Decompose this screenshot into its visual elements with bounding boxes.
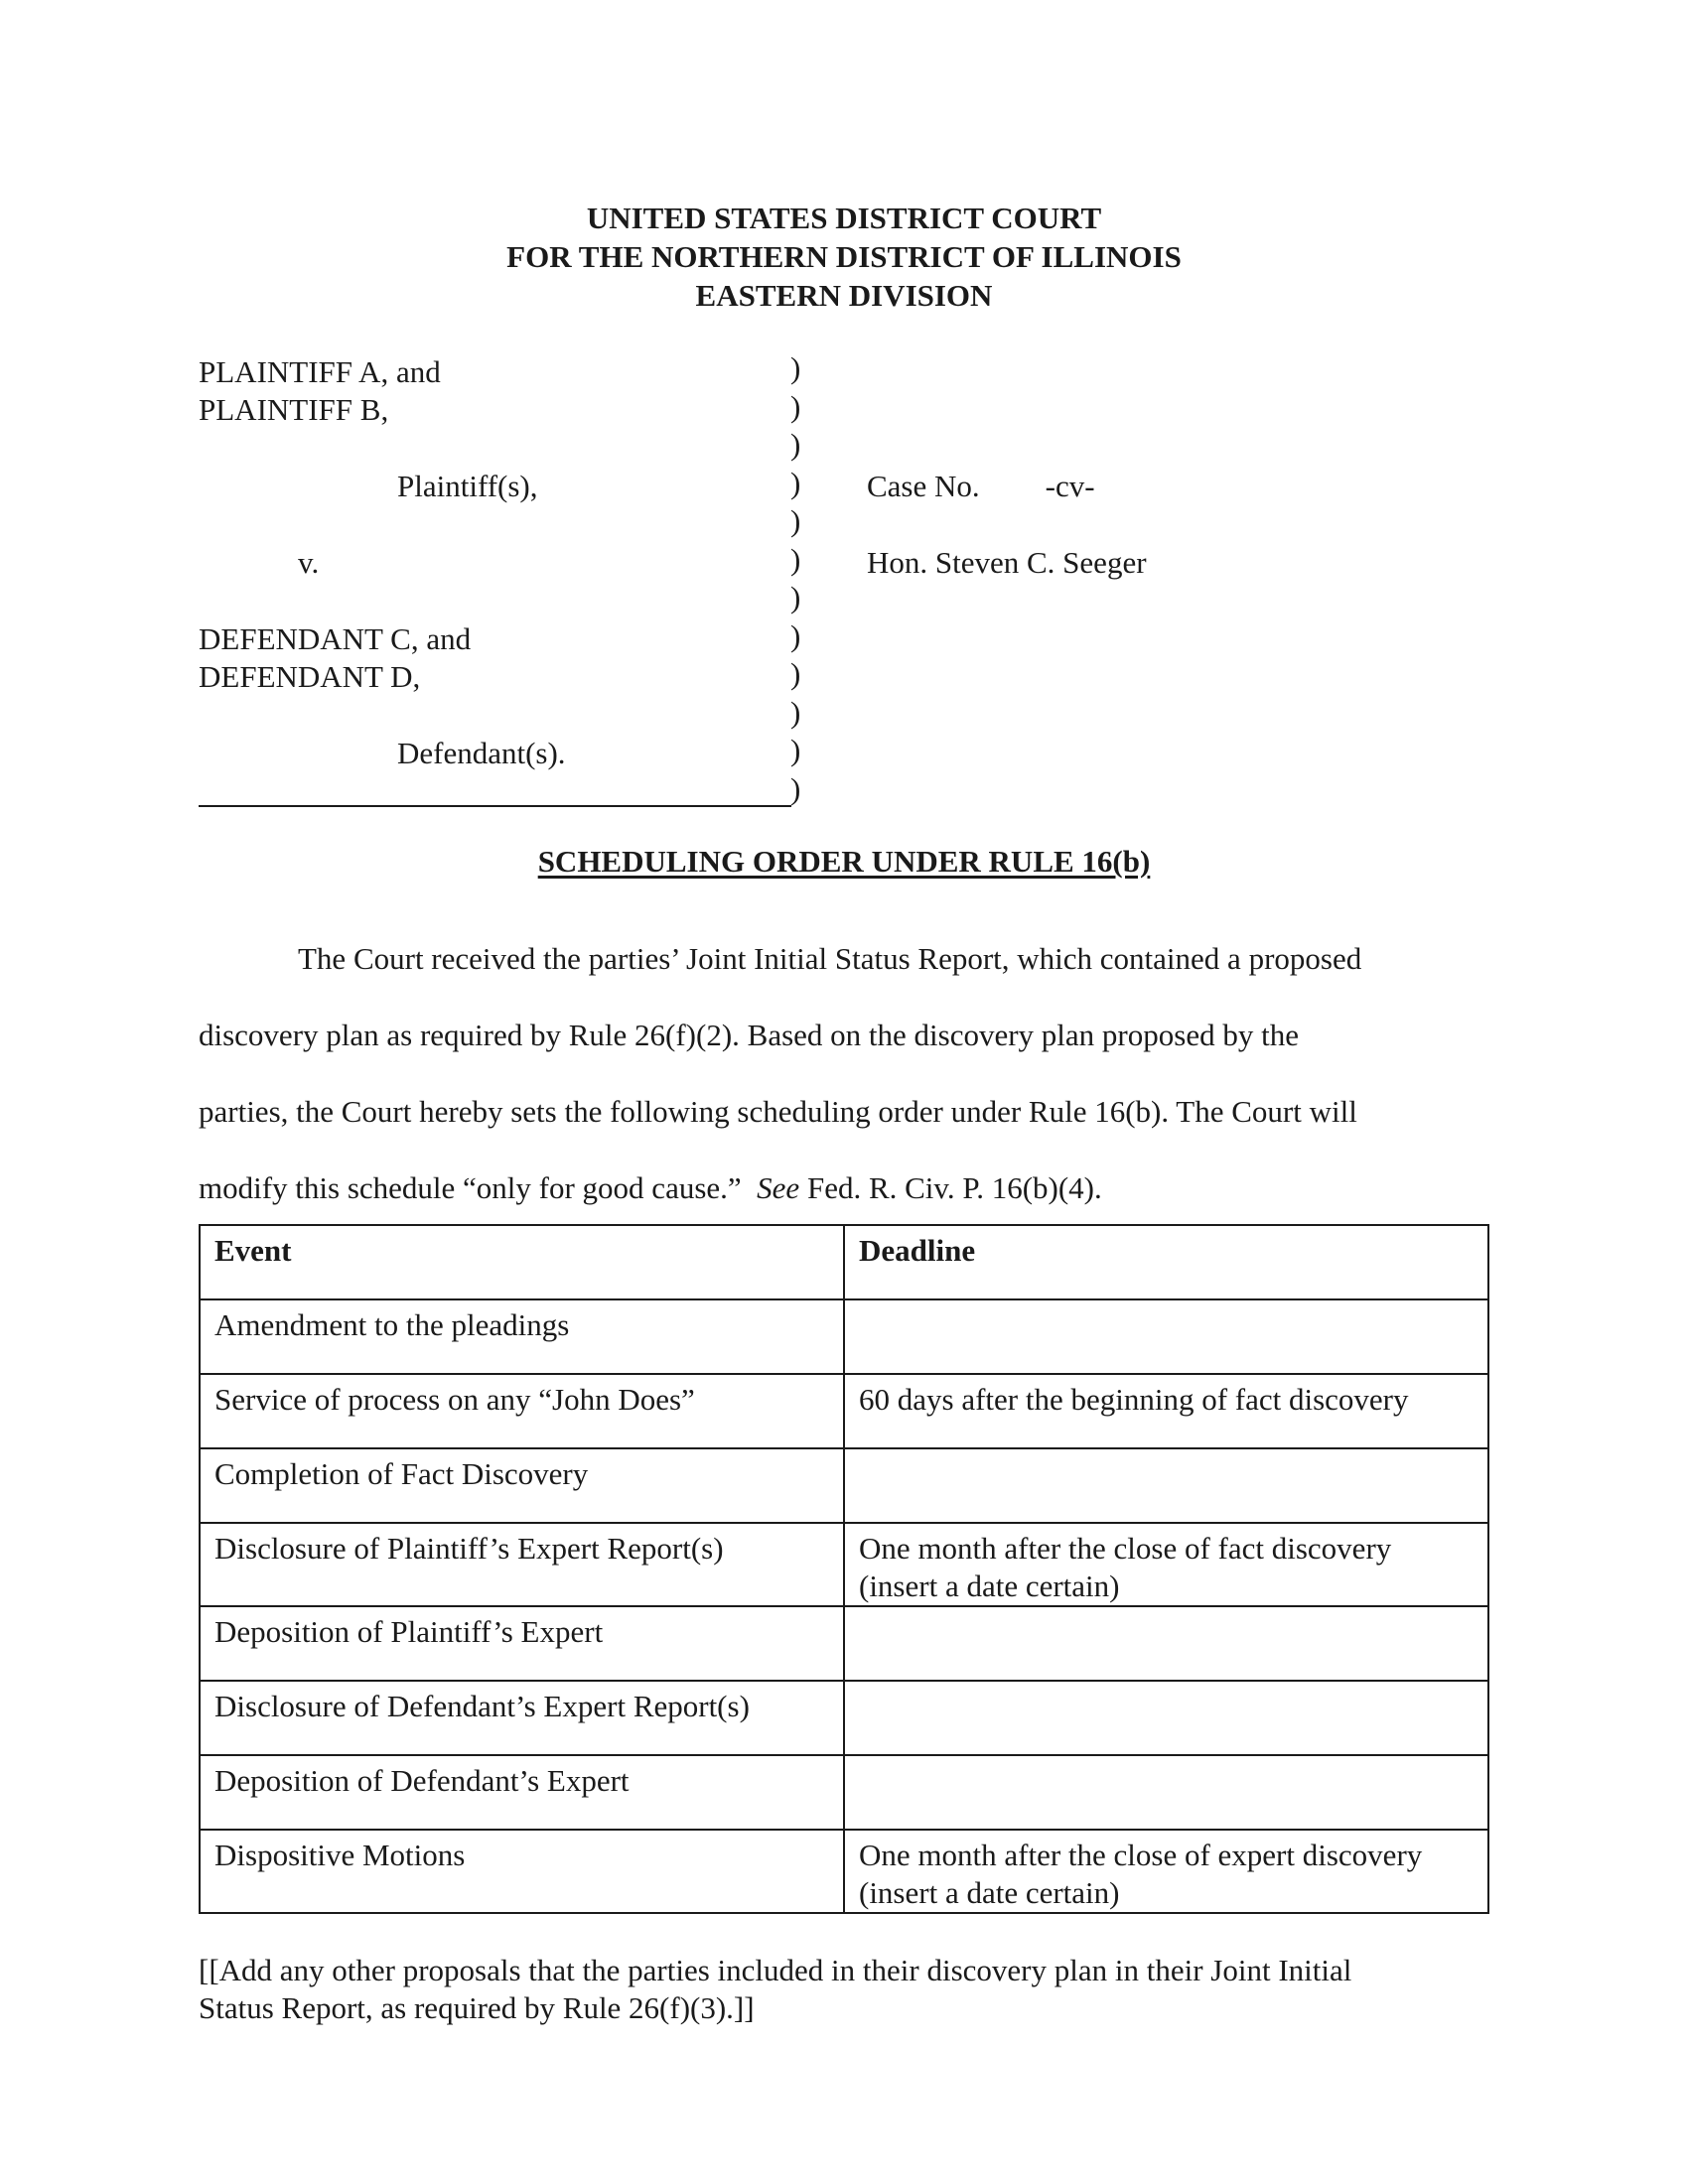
paren: ) [790, 503, 801, 538]
deadline-note: (insert a date certain) [859, 1569, 1120, 1603]
note-line: [[Add any other proposals that the parties included in their discovery plan in their Joint Initial [199, 1953, 1352, 1987]
paren: ) [790, 580, 801, 614]
deadline-note: (insert a date certain) [859, 1875, 1120, 1910]
additional-proposals-note [199, 1952, 1489, 2027]
deadline-cell [844, 1830, 1488, 1913]
court-header [0, 199, 1688, 315]
paren: ) [790, 733, 801, 767]
plaintiff-b: PLAINTIFF B, [199, 392, 389, 427]
note-line: Status Report, as required by Rule 26(f)(3).]] [199, 1990, 755, 2025]
deadline-cell [844, 1448, 1488, 1523]
event-cell: Service of process on any “John Does” [200, 1374, 844, 1448]
deadline-text: 60 days after the beginning of fact discovery [859, 1382, 1409, 1417]
event-cell: Deposition of Plaintiff’s Expert [200, 1606, 844, 1681]
defendant-d: DEFENDANT D, [199, 659, 421, 694]
defendants-label: Defendant(s). [397, 736, 566, 770]
paren: ) [790, 541, 801, 577]
table-row [200, 1448, 1488, 1523]
table-row [200, 1374, 1488, 1448]
body-text: Fed. R. Civ. P. 16(b)(4). [799, 1170, 1102, 1205]
case-number [867, 468, 1095, 505]
deadline-cell [844, 1299, 1488, 1374]
order-body [199, 920, 1489, 1226]
body-line: discovery plan as required by Rule 26(f)(2). Based on the discovery plan proposed by the [199, 1018, 1299, 1052]
case-number-value: -cv- [1045, 469, 1095, 503]
paren: ) [790, 350, 801, 385]
deadline-text: One month after the close of fact discovery [859, 1531, 1392, 1566]
deadline-cell [844, 1523, 1488, 1606]
paren: ) [790, 694, 801, 730]
event-cell: Disclosure of Defendant’s Expert Report(s) [200, 1681, 844, 1755]
versus: v. [298, 545, 320, 580]
schedule-table [199, 1224, 1489, 1914]
event-cell: Dispositive Motions [200, 1830, 844, 1913]
paren: ) [790, 388, 801, 424]
table-row [200, 1681, 1488, 1755]
plaintiffs-label: Plaintiff(s), [397, 469, 538, 503]
event-cell: Deposition of Defendant’s Expert [200, 1755, 844, 1830]
table-row [200, 1606, 1488, 1681]
body-text: modify this schedule “only for good cause.” [199, 1170, 758, 1205]
event-cell: Completion of Fact Discovery [200, 1448, 844, 1523]
column-header-event: Event [200, 1225, 844, 1299]
caption-divider [199, 805, 791, 807]
deadline-text: One month after the close of expert discovery [859, 1838, 1423, 1872]
body-line: The Court received the parties’ Joint Initial Status Report, which contained a proposed [298, 941, 1362, 976]
paren: ) [790, 617, 801, 653]
plaintiff-a: PLAINTIFF A, and [199, 354, 441, 389]
deadline-cell [844, 1606, 1488, 1681]
citation-signal: See [757, 1170, 800, 1205]
paren: ) [790, 465, 801, 500]
event-cell: Amendment to the pleadings [200, 1299, 844, 1374]
case-number-label: Case No. [867, 469, 980, 503]
table-row [200, 1830, 1488, 1913]
table-header-row [200, 1225, 1488, 1299]
judge-name: Hon. Steven C. Seeger [867, 545, 1147, 580]
paren: ) [790, 770, 801, 806]
column-header-deadline: Deadline [844, 1225, 1488, 1299]
deadline-cell [844, 1681, 1488, 1755]
defendant-c: DEFENDANT C, and [199, 621, 472, 656]
paren: ) [790, 427, 801, 462]
table-row [200, 1755, 1488, 1830]
event-cell: Disclosure of Plaintiff’s Expert Report(s) [200, 1523, 844, 1606]
caption-parentheses [790, 349, 800, 808]
table-row [200, 1523, 1488, 1606]
deadline-cell [844, 1374, 1488, 1448]
body-line [199, 1150, 1489, 1226]
body-line: parties, the Court hereby sets the following scheduling order under Rule 16(b). The Court will [199, 1094, 1357, 1129]
order-title: SCHEDULING ORDER UNDER RULE 16(b) [537, 844, 1151, 879]
table-row [200, 1299, 1488, 1374]
court-district: FOR THE NORTHERN DISTRICT OF ILLINOIS [506, 239, 1182, 274]
court-division: EASTERN DIVISION [695, 278, 993, 313]
deadline-cell [844, 1755, 1488, 1830]
paren: ) [790, 656, 801, 691]
court-name: UNITED STATES DISTRICT COURT [586, 201, 1102, 235]
